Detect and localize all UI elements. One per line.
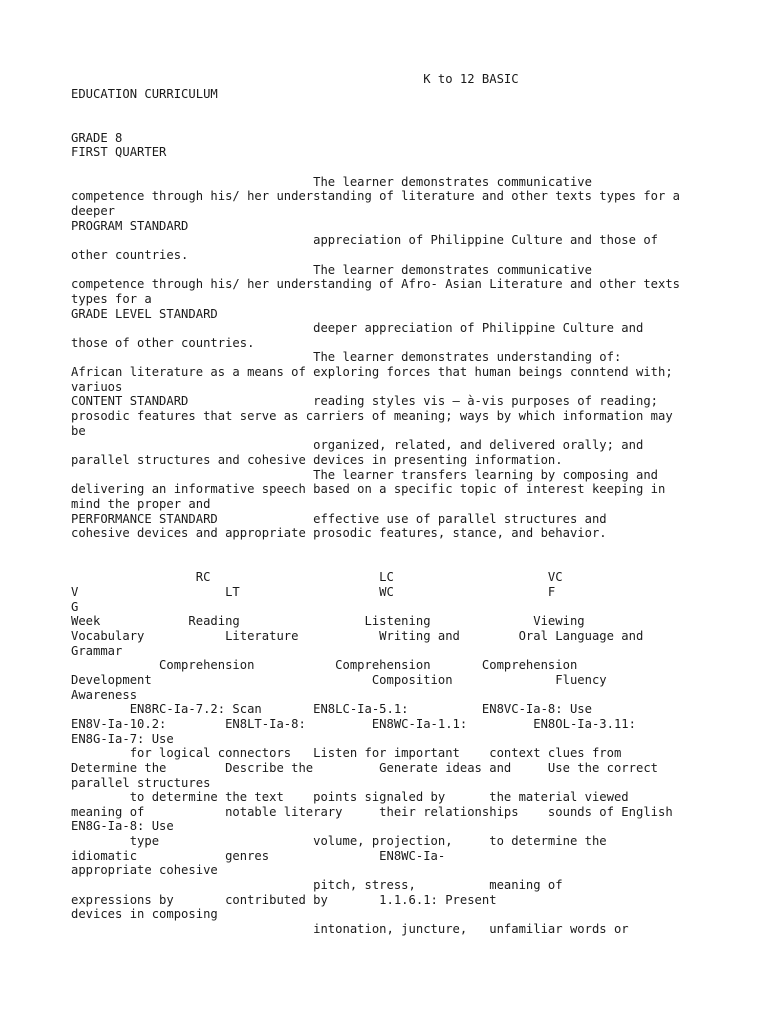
document-line: EN8V-Ia-10.2: EN8LT-Ia-8: EN8WC-Ia-1.1: EN8OL-Ia-3.11:	[71, 716, 636, 731]
document-line: competence through his/ her understanding of literature and other texts types for a	[71, 189, 681, 204]
document-line: The learner transfers learning by composing and	[71, 467, 658, 482]
document-line: those of other countries.	[71, 335, 255, 350]
document-line: K to 12 BASIC	[71, 72, 519, 86]
document-line: types for a	[71, 291, 152, 306]
document-line: The learner demonstrates communicative	[71, 262, 592, 277]
document-line	[71, 556, 721, 571]
document-line: prosodic features that serve as carriers of meaning; ways by which information may	[71, 409, 673, 424]
document-line: intonation, juncture, unfamiliar words or	[71, 922, 629, 937]
document-line: idiomatic genres EN8WC-Ia-	[71, 848, 446, 863]
document-line: appreciation of Philippine Culture and those of	[71, 233, 658, 248]
document-line: delivering an informative speech based on a specific topic of interest keeping in	[71, 482, 666, 497]
document-line: Comprehension Comprehension Comprehension	[71, 658, 578, 673]
document-line: parallel structures	[71, 775, 211, 790]
document-line: mind the proper and	[71, 497, 211, 512]
document-line: be	[71, 423, 86, 438]
document-line: African literature as a means of exploring forces that human beings conntend with;	[71, 365, 673, 380]
document-line: devices in composing	[71, 907, 218, 922]
document-line: EN8G-Ia-8: Use	[71, 819, 174, 834]
document-line	[71, 101, 721, 116]
document-line: FIRST QUARTER	[71, 145, 167, 160]
document-line: EDUCATION CURRICULUM	[71, 86, 218, 101]
document-line: meaning of notable literary their relationships sounds of English	[71, 804, 673, 819]
document-line: Vocabulary Literature Writing and Oral Language and	[71, 628, 644, 643]
document-line: cohesive devices and appropriate prosodic features, stance, and behavior.	[71, 526, 607, 541]
document-line: pitch, stress, meaning of	[71, 878, 563, 893]
document-line: parallel structures and cohesive devices in presenting information.	[71, 453, 563, 468]
document-line: The learner demonstrates understanding of:	[71, 350, 622, 365]
document-line: expressions by contributed by 1.1.6.1: Present	[71, 892, 497, 907]
document-line: other countries.	[71, 247, 189, 262]
document-line: EN8G-Ia-7: Use	[71, 731, 174, 746]
document-line: competence through his/ her understanding of Afro- Asian Literature and other texts	[71, 277, 681, 292]
document-line: G	[71, 599, 79, 614]
document-line: deeper appreciation of Philippine Culture and	[71, 321, 644, 336]
document-line: Development Composition Fluency	[71, 672, 607, 687]
document-line: variuos	[71, 379, 123, 394]
document-line: EN8RC-Ia-7.2: Scan EN8LC-Ia-5.1: EN8VC-Ia-8: Use	[71, 702, 592, 717]
document-line: deeper	[71, 203, 116, 218]
document-line: Awareness	[71, 687, 138, 702]
document-line	[71, 541, 721, 556]
document-line: to determine the text points signaled by the material viewed	[71, 790, 629, 805]
document-line: CONTENT STANDARD reading styles vis – à-vis purposes of reading;	[71, 394, 658, 409]
document-line: appropriate cohesive	[71, 863, 218, 878]
document-line	[71, 160, 721, 175]
document-line: PROGRAM STANDARD	[71, 218, 189, 233]
document-line: RC LC VC	[71, 570, 563, 585]
document-line	[71, 116, 721, 131]
document-line: GRADE 8	[71, 130, 123, 145]
document-line: organized, related, and delivered orally; and	[71, 438, 644, 453]
document-line: type volume, projection, to determine the	[71, 834, 607, 849]
document-line: The learner demonstrates communicative	[71, 174, 592, 189]
curriculum-document-text	[71, 72, 721, 937]
document-line: Week Reading Listening Viewing	[71, 614, 585, 629]
document-line: V LT WC F	[71, 584, 556, 599]
document-line: Determine the Describe the Generate ideas and Use the correct	[71, 760, 658, 775]
document-line: Grammar	[71, 643, 123, 658]
document-line: PERFORMANCE STANDARD effective use of parallel structures and	[71, 511, 607, 526]
document-line: GRADE LEVEL STANDARD	[71, 306, 218, 321]
document-line: for logical connectors Listen for important context clues from	[71, 746, 622, 761]
